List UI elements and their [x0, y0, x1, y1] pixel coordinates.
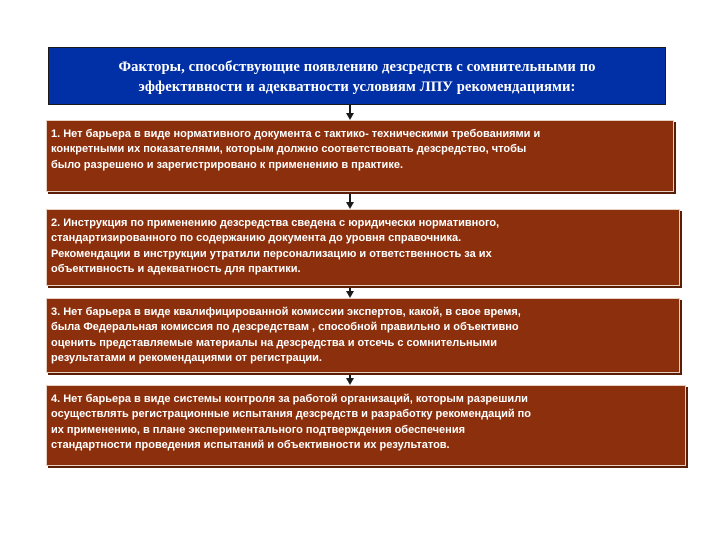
factor-box-3 [46, 298, 680, 373]
diagram-title [48, 47, 666, 105]
factor-1-line-1: 1. Нет барьера в виде нормативного документа с тактико- техническими требованиями и [51, 128, 541, 140]
factor-box-2 [46, 209, 680, 286]
factor-2-line-2: стандартизированного по содержанию документа до уровня справочника. [51, 232, 462, 245]
factor-box-4 [46, 385, 686, 466]
factor-3-line-4: результатами и рекомендациями от регистрации. [51, 351, 322, 364]
factor-4-line-2: осуществлять регистрационные испытания дезсредств и разработку рекомендаций по [51, 408, 532, 421]
title-line-1: Факторы, способствующие появлению дезсредств с сомнительными по [118, 59, 596, 75]
factor-3-line-1: 3. Нет барьера в виде квалифицированной комиссии экспертов, какой, в свое время, [51, 306, 521, 318]
factor-4-line-4: стандартности проведения испытаний и объективности их результатов. [51, 438, 450, 451]
factor-3-line-3: оценить представляемые материалы на дезсредства и отсечь с сомнительными [51, 336, 497, 349]
factor-box-1 [46, 120, 674, 192]
factor-1-line-2: конкретными их показателями, которым должно соответствовать дезсредство, чтобы [51, 143, 527, 156]
arrow-title-to-factor-1 [347, 105, 353, 120]
factor-2-line-4: объективность и адекватность для практики. [51, 262, 301, 275]
factor-3-line-2: была Федеральная комиссия по дезсредствам , способной правильно и объективно [51, 321, 519, 334]
factor-4-line-3: их применению, в плане экспериментального подтверждения обеспечения [51, 423, 465, 436]
factor-4-line-1: 4. Нет барьера в виде системы контроля за работой организаций, которым разрешили [51, 393, 528, 405]
arrow-factor-3-to-factor-4 [347, 373, 353, 385]
factor-1-line-3: было разрешено и зарегистрировано к применению в практике. [51, 158, 403, 171]
arrow-factor-2-to-factor-3 [347, 286, 353, 298]
factor-2-line-3: Рекомендации в инструкции утратили персонализацию и ответственность за их [51, 247, 492, 260]
title-line-2: эффективности и адекватности условиям ЛПУ рекомендациями: [138, 79, 576, 95]
factor-2-line-1: 2. Инструкция по применению дезсредства сведена с юридически нормативного, [51, 217, 500, 229]
arrow-factor-1-to-factor-2 [347, 192, 353, 209]
